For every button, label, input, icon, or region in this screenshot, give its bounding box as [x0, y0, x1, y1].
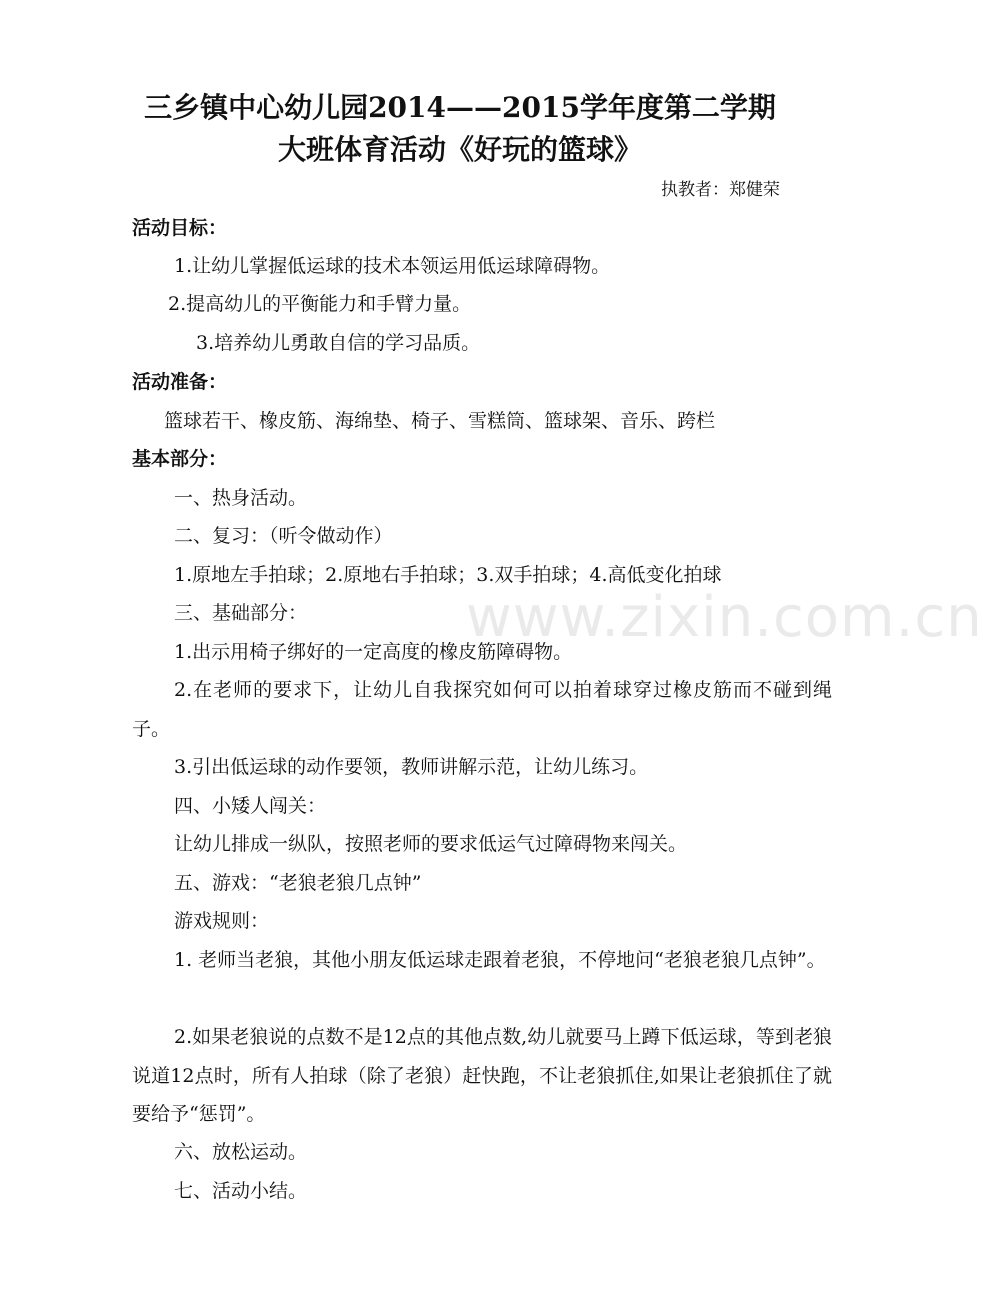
dwarf-text: 让幼儿排成一纵队，按照老师的要求低运气过障碍物来闯关。	[174, 833, 688, 855]
section-summary: 七、活动小结。	[174, 1180, 308, 1202]
basic-step: 1.出示用椅子绑好的一定高度的橡皮筋障碍物。	[174, 641, 573, 663]
watermark: www.zixin.com.cn	[466, 585, 983, 650]
main-heading: 基本部分：	[132, 448, 228, 470]
section-game: 五、游戏：“老狼老狼几点钟”	[174, 872, 422, 894]
section-warmup: 一、热身活动。	[174, 487, 308, 509]
document-title: 三乡镇中心幼儿园2014——2015学年度第二学期	[144, 91, 776, 124]
goal-item: 1.让幼儿掌握低运球的技术本领运用低运球障碍物。	[174, 255, 611, 277]
teacher-name: 执教者：郑健荣	[661, 180, 780, 200]
section-basic: 三、基础部分：	[174, 602, 308, 624]
prep-text: 篮球若干、橡皮筋、海绵垫、椅子、雪糕筒、篮球架、音乐、跨栏	[164, 410, 716, 432]
prep-heading: 活动准备：	[132, 371, 228, 393]
basic-step: 2.在老师的要求下，让幼儿自我探究如何可以拍着球穿过橡皮筋而不碰到绳子。	[132, 679, 832, 740]
goal-item: 3.培养幼儿勇敢自信的学习品质。	[196, 332, 481, 354]
section-relax: 六、放松运动。	[174, 1141, 308, 1163]
document-subtitle: 大班体育活动《好玩的篮球》	[277, 133, 642, 166]
review-items: 1.原地左手拍球；2.原地右手拍球；3.双手拍球；4.高低变化拍球	[174, 564, 722, 586]
game-rule: 2.如果老狼说的点数不是12点的其他点数,幼儿就要马上蹲下低运球，等到老狼说道12点时，所有人拍球（除了老狼）赶快跑，不让老狼抓住,如果让老狼抓住了就要给予“惩罚”。	[132, 1026, 832, 1125]
goals-heading: 活动目标：	[132, 217, 228, 239]
goal-item: 2.提高幼儿的平衡能力和手臂力量。	[168, 293, 472, 315]
basic-step: 3.引出低运球的动作要领，教师讲解示范，让幼儿练习。	[174, 756, 649, 778]
section-dwarf: 四、小矮人闯关：	[174, 795, 327, 817]
section-review: 二、复习：（听令做动作）	[174, 525, 393, 547]
game-rules-heading: 游戏规则：	[174, 910, 270, 932]
game-rule: 1. 老师当老狼，其他小朋友低运球走跟着老狼，不停地问“老狼老狼几点钟”。	[174, 949, 826, 971]
